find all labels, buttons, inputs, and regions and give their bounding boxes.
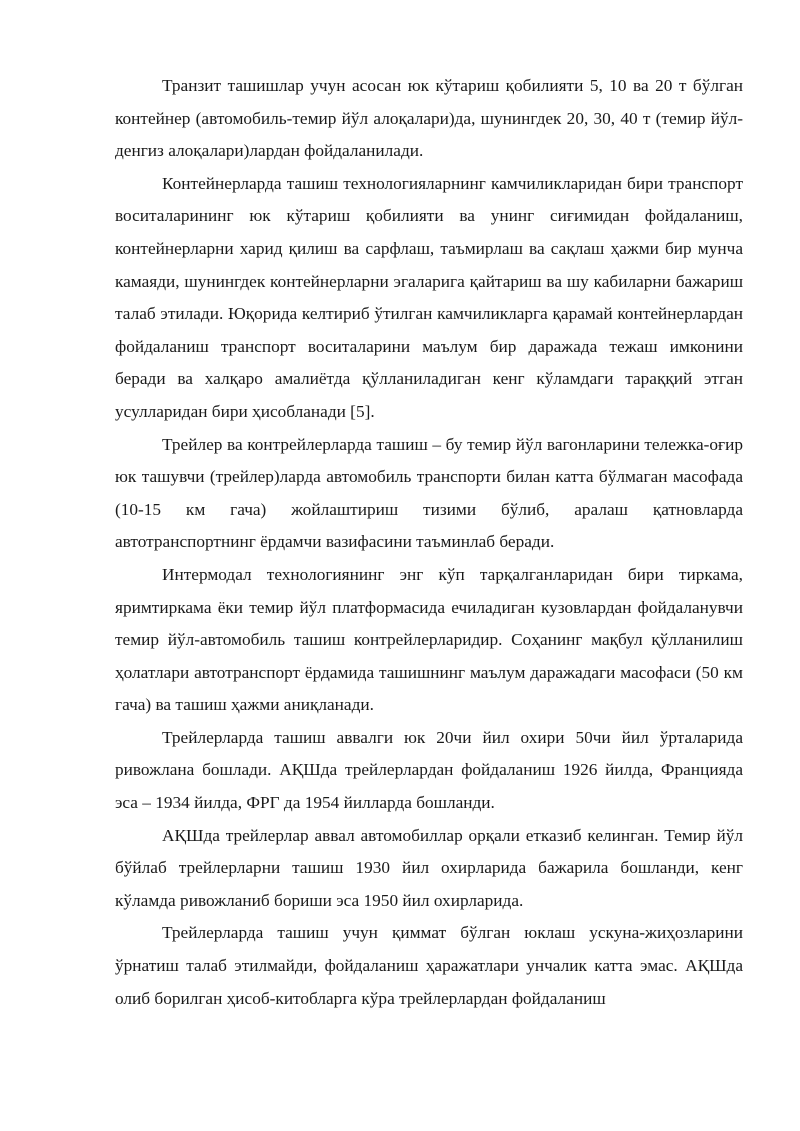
paragraph-5: Трейлерларда ташиш аввалги юк 20чи йил охири 50чи йил ўрталарида ривожлана бошлади. АҚШда трейлерлардан фойдаланиш 1926 йилда, Францияда эса – 1934 йилда, ФРГ да 1954 йилларда бошланди. xyxy=(115,727,743,813)
paragraph-1: Транзит ташишлар учун асосан юк кўтариш қобилияти 5, 10 ва 20 т бўлган контейнер (автомобиль-темир йўл алоқалари)да, шунингдек 20, 30, 40 т (темир йўл-денгиз алоқалари)лардан фойдаланилади. xyxy=(115,76,743,161)
paragraph-4: Интермодал технологиянинг энг кўп тарқалганларидан бири тиркама, яримтиркама ёки темир йўл платформасида ечиладиган кузовлардан фойдаланувчи темир йўл-автомобиль ташиш контрейлерларидир. Соҳанинг мақбул қўлланилиш ҳолатлари автотранспорт ёрдамида ташишнинг маълум даражадаги масофаси (50 км гача) ва ташиш ҳажми аниқланади. xyxy=(115,564,743,715)
paragraph-3: Трейлер ва контрейлерларда ташиш – бу темир йўл вагонларини тележка-оғир юк ташувчи (трейлер)ларда автомобиль транспорти билан катта бўлмаган масофада (10-15 км гача) жойлаштириш тизими бўлиб, аралаш қатновларда автотранспортнинг ёрдамчи вазифасини таъминлаб беради. xyxy=(115,434,743,552)
paragraph-2: Контейнерларда ташиш технологияларнинг камчиликларидан бири транспорт воситаларининг юк кўтариш қобилияти ва унинг сиғимидан фойдаланиш, контейнерларни харид қилиш ва сарфлаш, таъмирлаш ва сақлаш ҳажми бир мунча камаяди, шунингдек контейнерларни эгаларига қайтариш ва шу кабиларни бажариш талаб этилади. Юқорида келтириб ўтилган камчиликларга қарамай контейнерлардан фойдаланиш транспорт воситаларини маълум бир даражада тежаш имконини беради ва халқаро амалиётда қўлланиладиган кенг кўламдаги тараққий этган усулларидан бири ҳисобланади [5]. xyxy=(115,173,743,421)
paragraph-7: Трейлерларда ташиш учун қиммат бўлган юклаш ускуна-жиҳозларини ўрнатиш талаб этилмайди, фойдаланиш ҳаражатлари унчалик катта эмас. АҚШда олиб борилган ҳисоб-китобларга кўра трейлерлардан фойдаланиш xyxy=(115,923,743,1008)
document-body xyxy=(115,70,743,1015)
paragraph-6: АҚШда трейлерлар аввал автомобиллар орқали етказиб келинган. Темир йўл бўйлаб трейлерларни ташиш 1930 йил охирларида бажарила бошланди, кенг кўламда ривожланиб бориши эса 1950 йил охирларида. xyxy=(115,825,743,910)
